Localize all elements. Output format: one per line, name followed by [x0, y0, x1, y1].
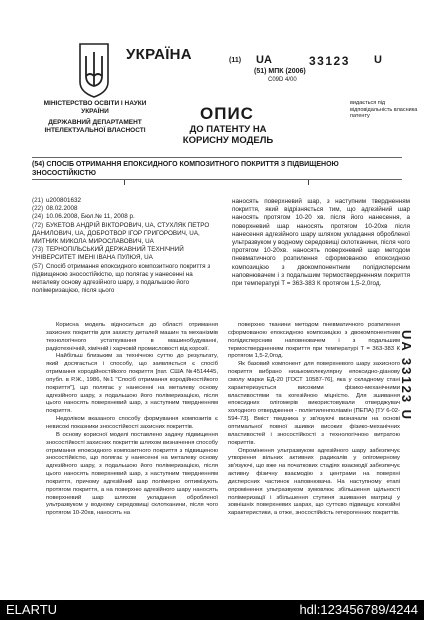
divider-tick — [124, 180, 125, 185]
biblio-item: (73) ТЕРНОПІЛЬСЬКИЙ ДЕРЖАВНИЙ ТЕХНІЧНИЙ УНІВЕРСИТЕТ ІМЕНІ ІВАНА ПУЛЮЯ, UA — [32, 246, 184, 262]
title-code: (54) — [32, 161, 45, 168]
code-prefix: (11) — [229, 57, 242, 64]
biblio-item: (72) БУКЕТОВ АНДРІЙ ВІКТОРОВИЧ, UA, СТУХЛЯК ПЕТРО ДАНИЛОВИЧ, UA, ДОБРОТВОР ІГОР ГРИГОРОВИЧ, UA, МИТНИК МИКОЛА МИРОСЛАВОВИЧ, UA — [32, 221, 210, 246]
biblio-item: (57) Спосіб отримання епоксидного композитного покриття з підвищеною зносостійкістю, що полягає у нанесенні на металеву основу адгезійного шару, з подальшою його полімеризацією, після цього — [32, 262, 211, 295]
biblio-item: (21) u200801632 — [32, 197, 82, 204]
divider-tick — [308, 180, 309, 185]
viewer-footer — [0, 600, 424, 620]
paragraph: поверхню тканини методом пневматичного розпилення сформованою епоксидною композицією з двокомпонентним полідисперсним наповнювачем і з подальшим термоствердненням покриття при температурі T = 363-383 К протягом 1,5-2,0год. — [228, 322, 400, 360]
code-country: UA — [256, 54, 272, 66]
country-name: УКРАЇНА — [126, 46, 192, 63]
code-kind: U — [374, 54, 382, 66]
ministry-name: МІНІСТЕРСТВО ОСВІТИ І НАУКИ УКРАЇНИ — [43, 100, 147, 115]
document-title: ОПИС — [200, 104, 254, 123]
document-subtitle: ДО ПАТЕНТУ НА КОРИСНУ МОДЕЛЬ — [182, 124, 274, 146]
ipc-label: (51) МПК (2006) — [254, 68, 306, 75]
invention-title — [32, 160, 402, 178]
margin-patent-number-text: UA 33123 U — [399, 330, 414, 422]
abstract-continuation: наносять поверхневий шар, з наступним твердненням покриття, який відрізняється тим, що адгезійний шар наносять протягом 10-20 хв. після його нанесення, а поверхневий шар наносять протягом 10-20хв після нанесення адгезійного шару шляхом укладання обробленої ультразвуком у водному середовищі склотканини, після чого протягом 10-20хв. наносять поверхневий шар методом пневматичного розпилення сформованою епоксидною композицією з двокомпонентним полідисперсним наповнювачем і з подальшим термоствердненням покриття при температурі T = 363-383 К протягом 1,5-2,0год. — [232, 198, 410, 288]
divider — [32, 179, 402, 180]
paragraph: Найбільш близьким за технічною суттю до результату, який досягається і способу, що заявляється є спосіб отримання кородійностійкого покриття [пат. США №4514445, опубл. в Р.Ж., 1986, №1 "Спосіб отримання кородійностійкого покриття"], що полягає у нанесенні на металеву основу адгезійного шару, з подальшою його полімеризацією, після цього наносять поверхневий шар, з наступним твердненням покриття. — [46, 353, 218, 415]
coat-of-arms-icon — [77, 42, 111, 98]
patent-number: 33123 — [309, 54, 350, 68]
footer-handle[interactable]: hdl:123456789/4244 — [299, 602, 418, 617]
divider — [32, 157, 402, 158]
bibliographic-data — [32, 197, 216, 295]
paragraph: Як базовий компонент для поверхневого шару захисного покриття вибрано низькомолекулярну епоксидно-діанову смолу марки ЕД-20 [ГОСТ 10587-76], яка у складному стані характеризується високими фізико-механічними властивостями та когезійною міцністю. Для зшивання епоксидних олігомерів використовували отверджувач холодного отвердження - поліетиленполіамін (ПЕПА) [ТУ 6-02-594-73]. Вміст тведника у зв'язуючі визначали на основі оптимальної повної зшивки високих фізико-механічних властивостей і зносостійкості з технологічною витратою покриттів. — [228, 361, 400, 446]
patent-number-block — [222, 54, 412, 68]
margin-patent-number — [394, 330, 416, 550]
title-text: СПОСІБ ОТРИМАННЯ ЕПОКСИДНОГО КОМПОЗИТНОГО ПОКРИТТЯ З ПІДВИЩЕНОЮ ЗНОСОСТІЙКІСТЮ — [32, 161, 339, 177]
biblio-item: (22) 08.02.2008 — [32, 205, 78, 213]
paragraph: Корисна модель відноситься до області отримання захисних покриттів для захисту деталей машин та механізмів технологічного устаткування в машинобудуванні, радіотехнічній, хімічній і харчовій промисловості від корозії. — [46, 322, 218, 352]
paragraph: Недоліком вказаного способу формування композитів є невисокі показники зносостійкості захисних покриттів. — [46, 416, 218, 430]
description-column-right — [228, 322, 400, 518]
paragraph: В основу корисної моделі поставлено задачу підвищення зносостійкості захисних покриттів шляхом визначення способу отримання епоксидного композитного покриття з підвищеною зносостійкістю, що полягає у нанесенні на металеву основу адгезійного шару, з подальшою його полімеризацією, після цього наносять поверхневий шар, з наступним твердненням покриття, причому адгезійний шар полімерно оптимізують протягом покриття, а на поверхню адгезійного шару наносять поверхневий шар шляхом укладання обробленої ультразвуком у водному середовищі склотканини, після чого протягом 10-20хв, наносять на — [46, 431, 218, 517]
responsibility-note: видається під відповідальність власника патенту — [350, 100, 418, 119]
paragraph: Опромінення ультразвуком адгезійного шару забезпечує утворення вільних активних радикалів у олігомерному зв'язуючі, що вже на початкових стадіях взаємодії забезпечує активну фізичну взаємодію з центрами на поверхні дисперсних частинок наповнювача. На наступному етапі опромінення ультразвуком зумовлює збільшення щільності полімеризації і збільшення ступеня зшивання матриці у зовнішніх поверхневих шарах, що суттєво підвищує когезійні характеристики, а отже, зносостійкість гетерогенних покриттів. — [228, 447, 400, 517]
ipc-value: C09D 4/00 — [268, 77, 297, 83]
biblio-item: (24) 10.06.2008, Бюл.№ 11, 2008 р. — [32, 213, 135, 221]
footer-source: ELARTU — [6, 602, 58, 617]
description-column-left — [46, 322, 218, 518]
department-name: ДЕРЖАВНИЙ ДЕПАРТАМЕНТ ІНТЕЛЕКТУАЛЬНОЇ ВЛАСНОСТІ — [44, 119, 146, 134]
